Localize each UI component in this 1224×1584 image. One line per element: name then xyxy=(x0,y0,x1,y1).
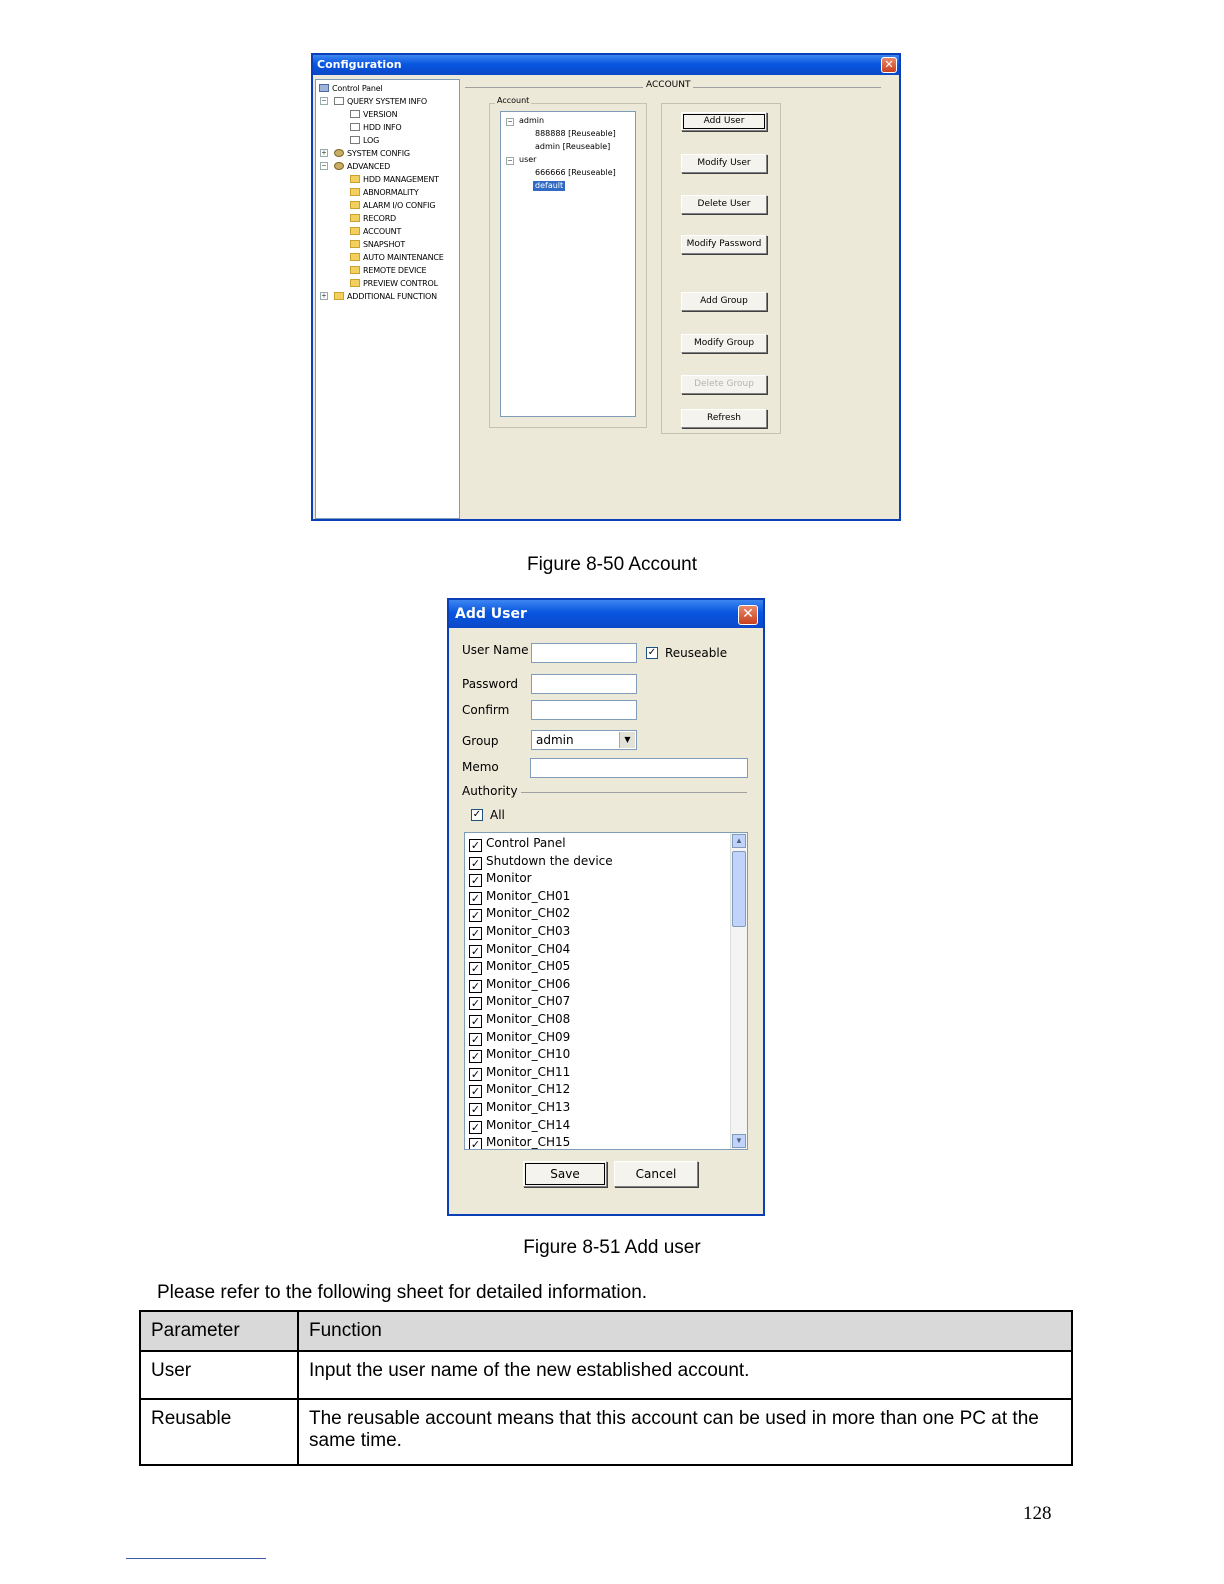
authority-item[interactable] xyxy=(469,1011,570,1028)
authority-item-label: Monitor_CH14 xyxy=(486,1117,571,1132)
memo-input[interactable] xyxy=(530,758,748,778)
authority-item-label: Monitor xyxy=(486,871,532,886)
add-user-button[interactable]: Add User xyxy=(681,112,767,131)
tree-item-account[interactable]: ACCOUNT xyxy=(350,226,401,237)
folder-icon xyxy=(350,214,360,222)
add-group-button[interactable]: Add Group xyxy=(681,292,767,311)
tree-item-log[interactable]: LOG xyxy=(350,135,379,146)
authority-divider xyxy=(521,792,747,793)
parameter-table xyxy=(139,1310,1073,1466)
tree-item-advanced[interactable]: ADVANCED xyxy=(334,161,390,172)
add-user-titlebar xyxy=(449,600,763,628)
authority-item[interactable] xyxy=(469,923,570,940)
close-icon[interactable]: ✕ xyxy=(738,605,758,625)
checkbox-checked-icon[interactable]: ✓ xyxy=(470,1050,481,1064)
account-item-selected[interactable]: default xyxy=(535,181,564,190)
table-cell-function: The reusable account means that this account can be used in more than one PC at the same time. xyxy=(298,1399,1072,1465)
modify-user-button[interactable]: Modify User xyxy=(681,154,767,173)
account-item[interactable]: 666666 [Reuseable] xyxy=(535,168,616,177)
save-button[interactable]: Save xyxy=(523,1161,607,1187)
account-list[interactable] xyxy=(500,111,636,417)
authority-item-label: Monitor_CH15 xyxy=(486,1135,571,1150)
delete-user-button[interactable]: Delete User xyxy=(681,195,767,214)
doc-icon xyxy=(350,110,360,118)
all-label: All xyxy=(490,808,505,822)
authority-item-label: Monitor_CH09 xyxy=(486,1029,571,1044)
footnote-rule xyxy=(126,1558,266,1559)
authority-item[interactable] xyxy=(469,1029,570,1046)
expand-icon[interactable]: + xyxy=(321,148,327,157)
window-title: Configuration xyxy=(317,58,402,71)
folder-icon xyxy=(350,188,360,196)
panel-icon xyxy=(319,84,329,92)
authority-item[interactable] xyxy=(469,835,566,852)
tree-item-control-panel[interactable]: Control Panel xyxy=(319,83,382,94)
authority-item[interactable] xyxy=(469,853,613,870)
authority-item-label: Monitor_CH07 xyxy=(486,994,571,1009)
authority-item-label: Shutdown the device xyxy=(486,853,613,868)
authority-item[interactable] xyxy=(469,993,570,1010)
configuration-titlebar xyxy=(313,55,899,75)
authority-item-label: Monitor_CH01 xyxy=(486,888,571,903)
delete-group-button[interactable]: Delete Group xyxy=(681,375,767,394)
authority-item[interactable] xyxy=(469,905,570,922)
memo-label: Memo xyxy=(462,760,499,774)
config-tree xyxy=(315,79,460,519)
authority-item[interactable] xyxy=(469,941,570,958)
section-divider xyxy=(465,87,643,88)
authority-item[interactable] xyxy=(469,888,570,905)
collapse-icon[interactable]: − xyxy=(321,96,327,105)
authority-item[interactable] xyxy=(469,1099,570,1116)
close-icon[interactable]: ✕ xyxy=(881,57,897,73)
account-item[interactable]: admin [Reuseable] xyxy=(535,142,611,151)
authority-item-label: Monitor_CH05 xyxy=(486,959,571,974)
authority-item[interactable] xyxy=(469,1046,570,1063)
checkbox-checked-icon[interactable]: ✓ xyxy=(470,1103,481,1116)
authority-item[interactable] xyxy=(469,976,570,993)
authority-item-label: Monitor_CH02 xyxy=(486,906,571,921)
authority-item[interactable] xyxy=(469,1081,570,1098)
tree-item-auto-maintenance[interactable]: AUTO MAINTENANCE xyxy=(350,252,444,263)
tree-item-hdd-info[interactable]: HDD INFO xyxy=(350,122,402,133)
checkbox-checked-icon[interactable]: ✓ xyxy=(470,979,481,993)
checkbox-checked-icon[interactable]: ✓ xyxy=(470,839,481,852)
checkbox-checked-icon[interactable]: ✓ xyxy=(470,1085,481,1099)
chevron-down-icon[interactable]: ▼ xyxy=(619,732,635,748)
checkbox-checked-icon[interactable]: ✓ xyxy=(470,1138,481,1150)
checkbox-checked-icon[interactable]: ✓ xyxy=(470,962,481,976)
authority-label: Authority xyxy=(462,784,518,798)
reuseable-label: Reuseable xyxy=(665,646,728,660)
table-header: Parameter xyxy=(140,1311,298,1351)
reuseable-checkbox[interactable]: ✓ xyxy=(647,647,657,658)
folder-icon xyxy=(334,292,344,300)
authority-item-label: Monitor_CH13 xyxy=(486,1100,571,1114)
folder-icon xyxy=(350,279,360,287)
cancel-button[interactable]: Cancel xyxy=(614,1161,698,1187)
tree-item-abnormality[interactable]: ABNORMALITY xyxy=(350,187,419,198)
tree-item-query-system-info[interactable]: QUERY SYSTEM INFO xyxy=(334,96,427,107)
tree-item-preview-control[interactable]: PREVIEW CONTROL xyxy=(350,278,438,289)
refresh-button[interactable]: Refresh xyxy=(681,409,767,428)
tree-item-system-config[interactable]: SYSTEM CONFIG xyxy=(334,148,410,159)
gear-icon xyxy=(334,149,344,157)
all-checkbox[interactable]: ✓ xyxy=(472,809,482,820)
collapse-icon[interactable]: − xyxy=(507,117,513,126)
authority-item[interactable] xyxy=(469,1064,570,1081)
folder-icon xyxy=(350,266,360,274)
tree-item-snapshot[interactable]: SNAPSHOT xyxy=(350,239,405,250)
authority-item-label: Monitor_CH12 xyxy=(486,1082,571,1097)
group-select-value: admin xyxy=(536,733,574,747)
checkbox-checked-icon[interactable]: ✓ xyxy=(470,874,481,888)
account-item[interactable]: 888888 [Reuseable] xyxy=(535,129,616,138)
authority-item-label: Control Panel xyxy=(486,836,566,850)
confirm-label: Confirm xyxy=(462,703,510,717)
tree-item-hdd-management[interactable]: HDD MANAGEMENT xyxy=(350,174,439,185)
checkbox-checked-icon[interactable]: ✓ xyxy=(470,997,481,1011)
folder-open-icon xyxy=(350,227,360,235)
checkbox-checked-icon[interactable]: ✓ xyxy=(470,909,481,923)
folder-icon xyxy=(350,201,360,209)
page-number: 128 xyxy=(1023,1503,1052,1524)
section-title: ACCOUNT xyxy=(646,80,691,90)
scroll-thumb[interactable] xyxy=(732,851,746,927)
modify-password-button[interactable]: Modify Password xyxy=(681,235,767,254)
authority-item-label: Monitor_CH06 xyxy=(486,976,571,991)
user-name-input[interactable] xyxy=(531,643,637,663)
scroll-down-icon[interactable]: ▼ xyxy=(732,1134,746,1148)
table-row xyxy=(140,1399,1072,1465)
tree-item-remote-device[interactable]: REMOTE DEVICE xyxy=(350,265,426,276)
gear-icon xyxy=(334,162,344,170)
confirm-input[interactable] xyxy=(531,700,637,720)
dialog-title: Add User xyxy=(455,606,527,622)
doc-icon xyxy=(350,123,360,131)
section-divider xyxy=(693,87,881,88)
figure-caption-add-user: Figure 8-51 Add user xyxy=(523,1237,701,1258)
checkbox-checked-icon[interactable]: ✓ xyxy=(470,891,481,905)
account-group-user[interactable]: user xyxy=(519,155,537,164)
doc-icon xyxy=(350,136,360,144)
authority-item-label: Monitor_CH04 xyxy=(486,941,571,956)
authority-list[interactable] xyxy=(464,832,748,1150)
checkbox-checked-icon[interactable]: ✓ xyxy=(470,944,481,958)
authority-item[interactable] xyxy=(469,1134,570,1150)
checkbox-checked-icon[interactable]: ✓ xyxy=(470,856,481,870)
collapse-icon[interactable]: − xyxy=(507,156,513,165)
authority-item[interactable] xyxy=(469,870,532,887)
expand-icon[interactable]: + xyxy=(321,291,327,300)
configuration-window xyxy=(311,53,901,521)
authority-item[interactable] xyxy=(469,958,570,975)
group-label: Group xyxy=(462,734,499,748)
folder-icon xyxy=(350,240,360,248)
table-cell-function: Input the user name of the new established account. xyxy=(298,1351,1072,1399)
table-row xyxy=(140,1351,1072,1399)
tree-item-additional-function[interactable]: ADDITIONAL FUNCTION xyxy=(334,291,437,302)
account-group-admin[interactable]: admin xyxy=(519,116,545,125)
figure-caption-account: Figure 8-50 Account xyxy=(526,554,698,575)
authority-item-label: Monitor_CH03 xyxy=(486,924,571,938)
authority-item-label: Monitor_CH11 xyxy=(486,1064,571,1079)
checkbox-checked-icon[interactable]: ✓ xyxy=(470,1120,481,1134)
authority-item-label: Monitor_CH08 xyxy=(486,1012,571,1026)
table-cell-parameter: Reusable xyxy=(140,1399,298,1465)
checkbox-checked-icon[interactable]: ✓ xyxy=(470,1015,481,1028)
folder-icon xyxy=(350,253,360,261)
doc-icon xyxy=(334,97,344,105)
folder-icon xyxy=(350,175,360,183)
password-input[interactable] xyxy=(531,674,637,694)
authority-item[interactable] xyxy=(469,1117,570,1134)
group-select[interactable] xyxy=(531,730,637,750)
account-group-label: Account xyxy=(497,96,530,105)
authority-item-label: Monitor_CH10 xyxy=(486,1047,571,1062)
add-user-dialog xyxy=(447,598,765,1216)
vertical-scrollbar[interactable] xyxy=(730,833,747,1149)
password-label: Password xyxy=(462,677,519,691)
checkbox-checked-icon[interactable]: ✓ xyxy=(470,1032,481,1046)
intro-paragraph: Please refer to the following sheet for detailed information. xyxy=(157,1282,648,1303)
scroll-up-icon[interactable]: ▲ xyxy=(732,834,746,848)
collapse-icon[interactable]: − xyxy=(321,161,327,170)
checkbox-checked-icon[interactable]: ✓ xyxy=(470,1067,481,1081)
table-header: Function xyxy=(298,1311,1072,1351)
table-cell-parameter: User xyxy=(140,1351,298,1399)
user-name-label: User Name xyxy=(462,643,529,657)
tree-item-alarm-io-config[interactable]: ALARM I/O CONFIG xyxy=(350,200,435,211)
tree-item-version[interactable]: VERSION xyxy=(350,109,397,120)
tree-item-record[interactable]: RECORD xyxy=(350,213,396,224)
table-header-row xyxy=(140,1311,1072,1351)
modify-group-button[interactable]: Modify Group xyxy=(681,334,767,353)
checkbox-checked-icon[interactable]: ✓ xyxy=(470,927,481,940)
